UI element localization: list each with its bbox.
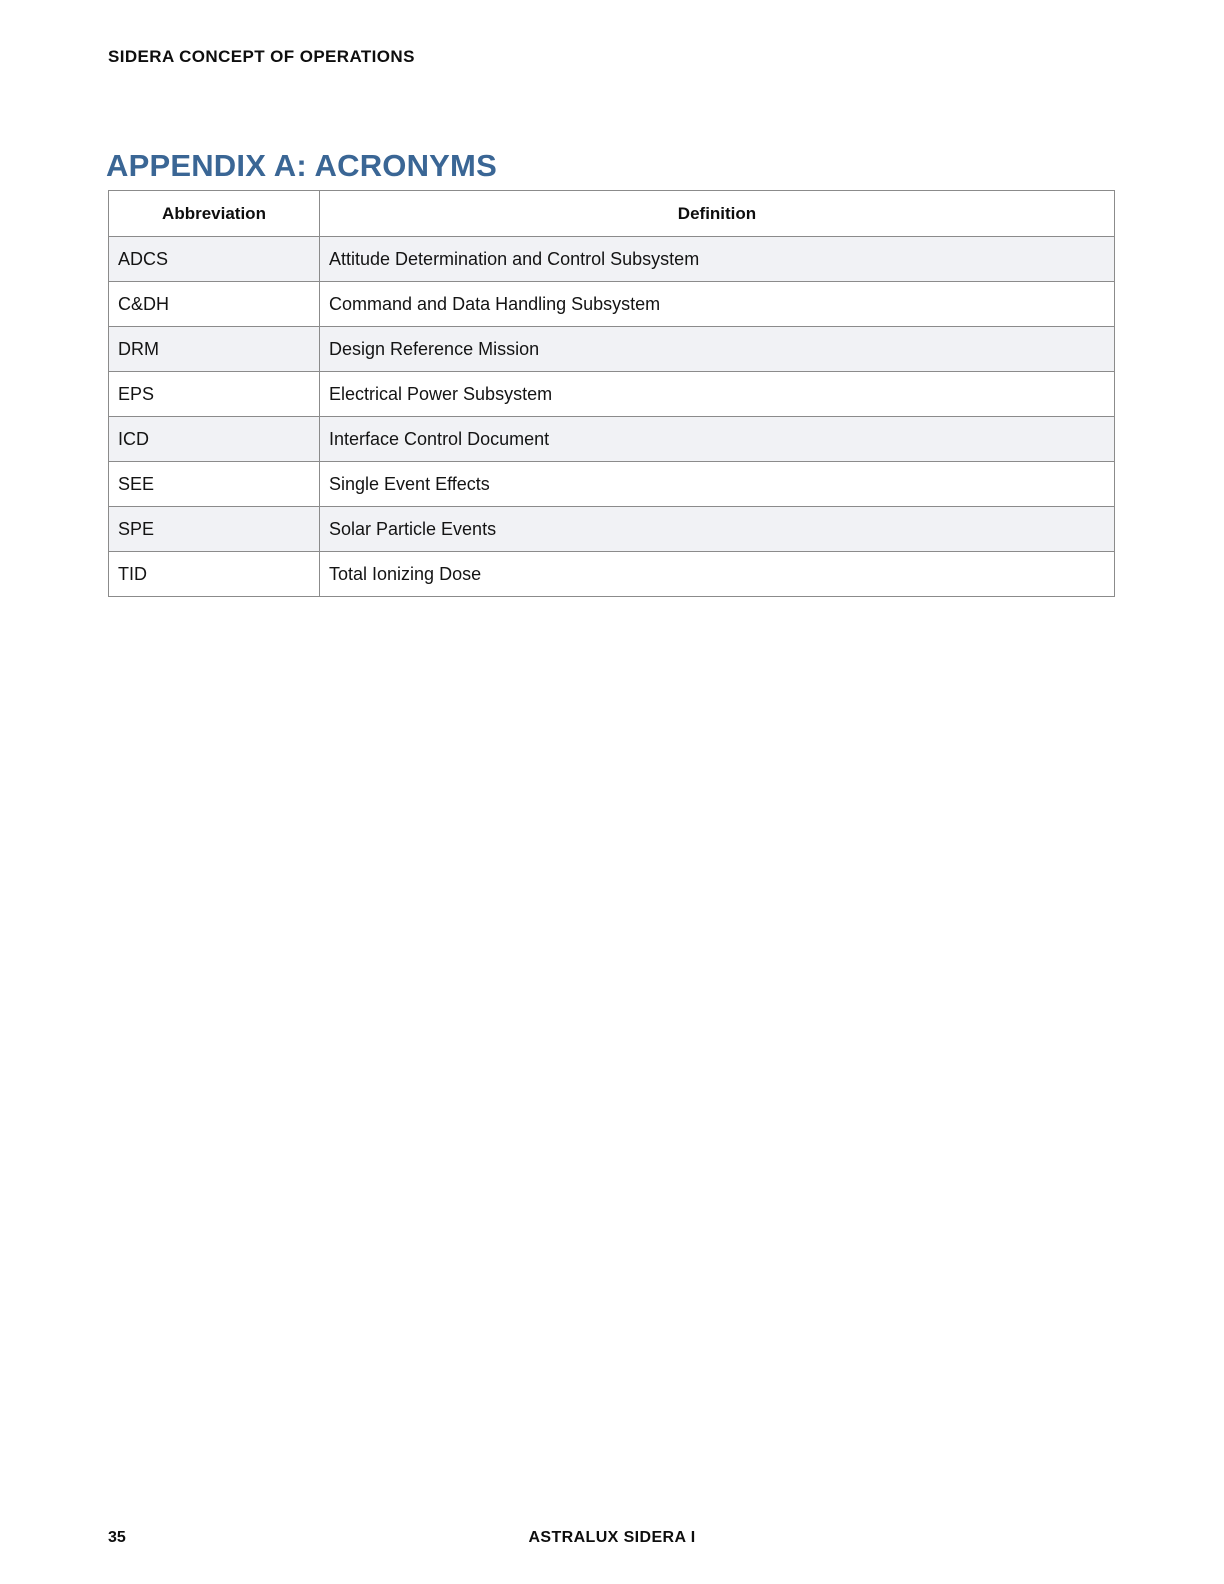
- acronyms-table-header: [109, 191, 1115, 237]
- abbreviation-cell: EPS: [109, 372, 320, 417]
- definition-cell: Solar Particle Events: [320, 507, 1115, 552]
- acronym-table-body: [109, 237, 1115, 597]
- abbreviation-cell: C&DH: [109, 282, 320, 327]
- page-title: APPENDIX A: ACRONYMS: [106, 148, 497, 183]
- footer-doc-title: ASTRALUX SIDERA I: [528, 1529, 696, 1546]
- running-header: SIDERA CONCEPT OF OPERATIONS: [108, 47, 415, 66]
- column-header-abbreviation: Abbreviation: [109, 191, 320, 237]
- definition-cell: Single Event Effects: [320, 462, 1115, 507]
- definition-cell: Interface Control Document: [320, 417, 1115, 462]
- table-row: [109, 237, 1115, 282]
- definition-cell: Design Reference Mission: [320, 327, 1115, 372]
- table-row: [109, 462, 1115, 507]
- abbreviation-cell: ADCS: [109, 237, 320, 282]
- table-row: [109, 552, 1115, 597]
- table-row: [109, 372, 1115, 417]
- column-header-definition: Definition: [320, 191, 1115, 237]
- abbreviation-cell: TID: [109, 552, 320, 597]
- table-row: [109, 282, 1115, 327]
- definition-cell: Attitude Determination and Control Subsystem: [320, 237, 1115, 282]
- definition-cell: Electrical Power Subsystem: [320, 372, 1115, 417]
- table-row: [109, 417, 1115, 462]
- header-row: [109, 191, 1115, 237]
- page-number: 35: [108, 1529, 126, 1546]
- abbreviation-cell: ICD: [109, 417, 320, 462]
- definition-cell: Command and Data Handling Subsystem: [320, 282, 1115, 327]
- definition-cell: Total Ionizing Dose: [320, 552, 1115, 597]
- table-row: [109, 327, 1115, 372]
- abbreviation-cell: SEE: [109, 462, 320, 507]
- table-row: [109, 507, 1115, 552]
- acronyms-table: [108, 190, 1115, 597]
- abbreviation-cell: SPE: [109, 507, 320, 552]
- abbreviation-cell: DRM: [109, 327, 320, 372]
